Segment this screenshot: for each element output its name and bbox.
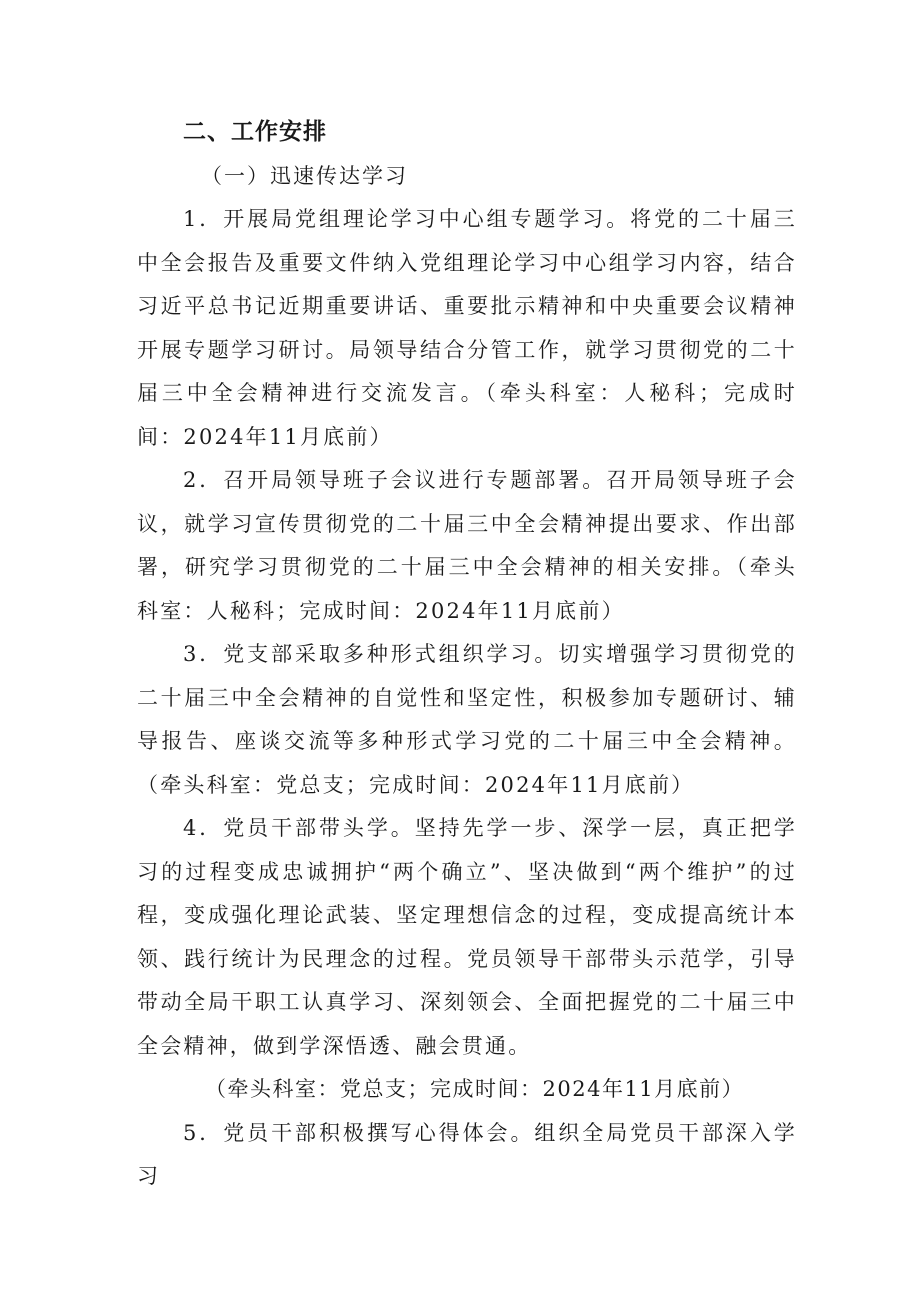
sub-heading: （一）迅速传达学习 <box>201 164 408 188</box>
paragraph-item-4: 4．党员干部带头学。坚持先学一步、深学一层，真正把学习的过程变成忠诚拥护“两个确立”、坚决做到“两个维护”的过程，变成强化理论武装、坚定理想信念的过程，变成提高统计本领、践行统计为民理念的过程。党员领导干部带头示范学，引导带动全局干职工认真学习、深刻领会、全面把握党的二十届三中全会精神，做到学深悟透、融会贯通。 <box>137 816 797 1058</box>
paragraph-item-3: 3．党支部采取多种形式组织学习。切实增强学习贯彻党的二十届三中全会精神的自觉性和坚定性，积极参加专题研讨、辅导报告、座谈交流等多种形式学习党的二十届三中全会精神。（牵头科室：党总支；完成时间：2024年11月底前） <box>137 642 797 797</box>
paragraph-item-2: 2．召开局领导班子会议进行专题部署。召开局领导班子会议，就学习宣传贯彻党的二十届三中全会精神提出要求、作出部署，研究学习贯彻党的二十届三中全会精神的相关安排。（牵头科室：人秘科；完成时间：2024年11月底前） <box>137 468 797 623</box>
paragraph-item-4-note: （牵头科室：党总支；完成时间：2024年11月底前） <box>205 1077 745 1101</box>
paragraph-item-5: 5．党员干部积极撰写心得体会。组织全局党员干部深入学习 <box>137 1120 797 1188</box>
paragraph-item-1: 1．开展局党组理论学习中心组专题学习。将党的二十届三中全会报告及重要文件纳入党组理论学习中心组学习内容，结合习近平总书记近期重要讲话、重要批示精神和中央重要会议精神开展专题学习研讨。局领导结合分管工作，就学习贯彻党的二十届三中全会精神进行交流发言。（牵头科室：人秘科；完成时间：2024年11月底前） <box>137 207 797 449</box>
section-heading: 二、工作安排 <box>183 119 327 145</box>
document-body <box>137 110 797 1199</box>
